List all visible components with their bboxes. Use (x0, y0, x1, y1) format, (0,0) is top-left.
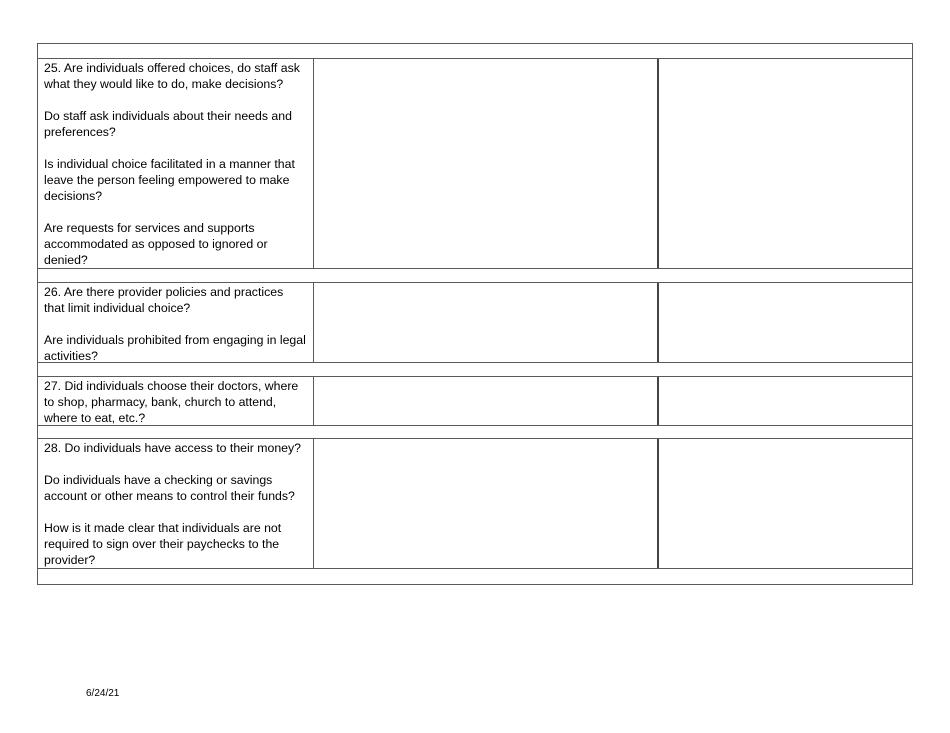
response-cell-q26[interactable] (314, 283, 659, 362)
comments-cell-q27[interactable] (659, 377, 912, 425)
question-text: 28. Do individuals have access to their money? (44, 441, 302, 455)
table-spacer-row (38, 569, 912, 584)
question-cell-q27 (38, 377, 314, 425)
table-row-q27 (38, 377, 912, 426)
footer-date: 6/24/21 (86, 688, 120, 699)
question-text: Are requests for services and supports accommodated as opposed to ignored or denied? (44, 221, 268, 267)
table-row-q26 (38, 283, 912, 363)
question-text: Are individuals prohibited from engaging in legal activities? (44, 333, 306, 363)
table-spacer-row (38, 426, 912, 439)
comments-cell-q28[interactable] (659, 439, 912, 568)
table-spacer-row (38, 44, 912, 59)
question-cell-q25 (38, 59, 314, 268)
response-cell-q27[interactable] (314, 377, 659, 425)
response-cell-q28[interactable] (314, 439, 659, 568)
table-row-q28 (38, 439, 912, 569)
table-spacer-row (38, 363, 912, 377)
assessment-table (37, 43, 913, 585)
question-text: 26. Are there provider policies and practices that limit individual choice? (44, 285, 284, 315)
question-text: How is it made clear that individuals are not required to sign over their paychecks to the provider? (44, 521, 282, 567)
question-text: 27. Did individuals choose their doctors, where to shop, pharmacy, bank, church to attend, where to eat, etc.? (44, 379, 299, 425)
table-spacer-row (38, 269, 912, 283)
question-text: Do staff ask individuals about their needs and preferences? (44, 109, 292, 139)
comments-cell-q26[interactable] (659, 283, 912, 362)
question-text: Do individuals have a checking or savings account or other means to control their funds? (44, 473, 295, 503)
question-text: 25. Are individuals offered choices, do staff ask what they would like to do, make decisions? (44, 61, 300, 91)
table-row-q25 (38, 59, 912, 269)
response-cell-q25[interactable] (314, 59, 659, 268)
comments-cell-q25[interactable] (659, 59, 912, 268)
question-text: Is individual choice facilitated in a manner that leave the person feeling empowered to make decisions? (44, 157, 295, 203)
question-cell-q26 (38, 283, 314, 362)
question-cell-q28 (38, 439, 314, 568)
